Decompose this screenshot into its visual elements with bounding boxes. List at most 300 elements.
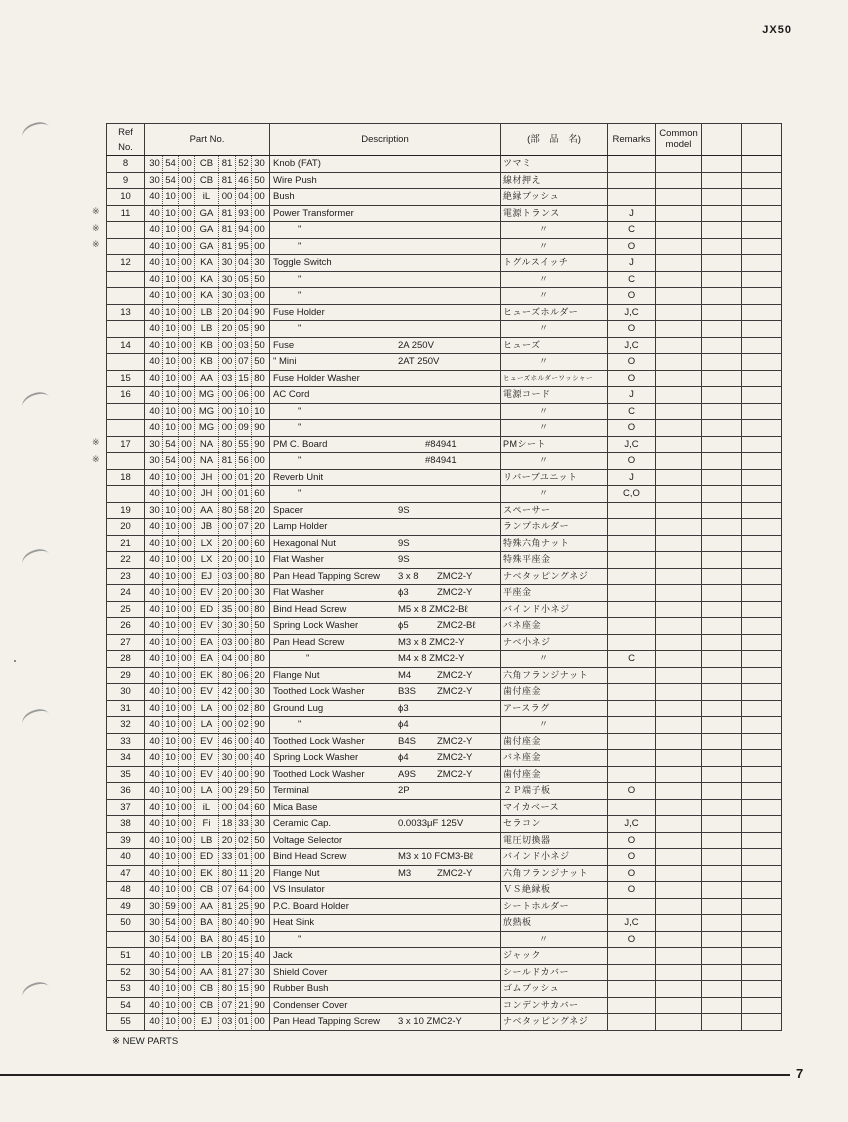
blank-cell	[702, 997, 742, 1014]
common-model-cell	[656, 717, 702, 734]
part-no-segment: 00	[179, 998, 195, 1013]
description-text: " Mini	[273, 356, 297, 367]
part-no-segment: LA	[195, 701, 219, 716]
part-no-segment: 40	[147, 998, 163, 1013]
common-model-cell	[656, 981, 702, 998]
description-text: Bind Head Screw	[273, 851, 347, 862]
part-no-segment: 10	[163, 239, 179, 254]
part-no-segment: 40	[147, 206, 163, 221]
blank-cell	[702, 618, 742, 635]
part-no-segment: 00	[236, 767, 252, 782]
common-model-cell	[656, 568, 702, 585]
remarks-cell	[608, 568, 656, 585]
spec-text: ϕ3	[398, 587, 409, 598]
spec-text: B4S	[398, 735, 416, 747]
common-model-cell	[656, 700, 702, 717]
description-cell	[270, 981, 501, 998]
remarks-cell: O	[608, 354, 656, 371]
part-no-segment: 81	[219, 965, 236, 980]
ref-no-cell	[107, 931, 145, 948]
part-no-segment: 10	[163, 305, 179, 320]
part-no-segment: 40	[147, 684, 163, 699]
part-no-cell	[145, 832, 270, 849]
part-no-segment: 00	[179, 486, 195, 501]
part-no-segment: CB	[195, 998, 219, 1013]
part-no-segment: 10	[163, 552, 179, 567]
part-no-segment: 50	[254, 174, 265, 186]
blank-cell	[702, 733, 742, 750]
ref-no-cell	[107, 420, 145, 437]
table-row	[107, 832, 782, 849]
part-no-segment: 02	[236, 717, 252, 732]
part-no-cell	[145, 172, 270, 189]
part-no-segment: 10	[163, 272, 179, 287]
spec-text: M3 x 8 ZMC2-Y	[398, 636, 465, 648]
part-no-segment: 20	[254, 471, 265, 483]
description-cell	[270, 766, 501, 783]
part-no-segment: 90	[254, 917, 265, 929]
blank-cell	[702, 321, 742, 338]
common-model-cell	[656, 684, 702, 701]
common-model-cell	[656, 403, 702, 420]
description-text: Spacer	[273, 504, 304, 516]
table-row	[107, 172, 782, 189]
part-no-cell	[145, 255, 270, 272]
part-no-segment: 80	[254, 702, 265, 714]
part-no-segment: 00	[254, 240, 265, 252]
part-no-segment: 30	[147, 156, 163, 171]
part-no-segment: 30	[147, 965, 163, 980]
part-no-segment: 00	[179, 321, 195, 336]
blank-cell	[742, 387, 782, 404]
part-no-segment: 40	[147, 767, 163, 782]
description-cell	[270, 733, 501, 750]
remarks-cell	[608, 502, 656, 519]
part-no-segment: 20	[219, 833, 236, 848]
part-no-segment: 00	[179, 173, 195, 188]
part-no-segment: GA	[195, 239, 219, 254]
blank-cell	[702, 700, 742, 717]
part-no-segment: 81	[219, 222, 236, 237]
table-row	[107, 370, 782, 387]
part-no-cell	[145, 420, 270, 437]
common-model-cell	[656, 519, 702, 536]
ref-no-cell: 21	[107, 535, 145, 552]
remarks-cell: J	[608, 205, 656, 222]
part-no-segment: 10	[163, 849, 179, 864]
table-row	[107, 684, 782, 701]
part-no-segment: 33	[236, 816, 252, 831]
common-model-cell	[656, 931, 702, 948]
common-model-cell	[656, 255, 702, 272]
spec-text: M4	[398, 669, 412, 681]
ref-no-cell	[107, 238, 145, 255]
part-no-segment: 40	[147, 734, 163, 749]
part-no-segment: 55	[236, 437, 252, 452]
punch-hole-mark	[20, 119, 52, 145]
blank-cell	[702, 172, 742, 189]
spec-text: 2A 250V	[398, 339, 434, 351]
header-ref-no: Ref No.	[107, 124, 145, 156]
part-no-segment: 00	[179, 354, 195, 369]
part-no-cell	[145, 321, 270, 338]
table-row	[107, 750, 782, 767]
part-no-segment: 80	[254, 636, 265, 648]
japanese-name-cell: 六角フランジナット	[501, 667, 608, 684]
remarks-cell	[608, 172, 656, 189]
description-text: Spring Lock Washer	[273, 620, 359, 631]
part-no-segment: 30	[219, 618, 236, 633]
part-no-segment: 50	[254, 273, 265, 285]
part-no-segment: 10	[163, 470, 179, 485]
remarks-cell: J,C	[608, 337, 656, 354]
part-no-segment: LB	[195, 833, 219, 848]
blank-cell	[742, 552, 782, 569]
remarks-cell	[608, 997, 656, 1014]
part-no-segment: 40	[147, 338, 163, 353]
finish-code-text: ZMC2-Y	[437, 768, 473, 780]
description-cell	[270, 585, 501, 602]
remarks-cell: J	[608, 469, 656, 486]
part-no-segment: 40	[254, 950, 265, 962]
spec-text: ϕ4	[398, 719, 409, 730]
description-cell	[270, 255, 501, 272]
description-cell	[270, 205, 501, 222]
blank-cell	[742, 700, 782, 717]
description-cell	[270, 420, 501, 437]
part-no-segment: 00	[219, 404, 236, 419]
remarks-cell: J,C	[608, 436, 656, 453]
blank-cell	[742, 585, 782, 602]
part-no-segment: 00	[179, 816, 195, 831]
part-no-segment: 04	[236, 255, 252, 270]
ref-no-cell: 15	[107, 370, 145, 387]
description-cell	[270, 634, 501, 651]
common-model-cell	[656, 964, 702, 981]
header-description: Description	[270, 124, 501, 156]
part-no-segment: 06	[236, 668, 252, 683]
part-no-cell	[145, 585, 270, 602]
common-model-cell	[656, 469, 702, 486]
part-no-segment: 90	[254, 422, 265, 434]
part-no-segment: 00	[179, 206, 195, 221]
blank-cell	[702, 865, 742, 882]
part-no-segment: 00	[179, 222, 195, 237]
description-text: Voltage Selector	[273, 834, 343, 846]
description-cell	[270, 222, 501, 239]
table-row	[107, 255, 782, 272]
blank-cell	[742, 948, 782, 965]
part-no-segment: 00	[179, 833, 195, 848]
japanese-name-cell: ２Ｐ端子板	[501, 783, 608, 800]
part-no-segment: 20	[219, 585, 236, 600]
part-no-segment: 29	[236, 783, 252, 798]
ref-no-cell	[107, 486, 145, 503]
ref-no-cell: 16	[107, 387, 145, 404]
part-no-segment: 00	[236, 569, 252, 584]
part-no-segment: 20	[254, 504, 265, 516]
part-no-segment: AA	[195, 899, 219, 914]
japanese-name-cell: ヒューズ	[501, 337, 608, 354]
part-no-segment: 04	[236, 800, 252, 815]
remarks-cell: O	[608, 453, 656, 470]
part-no-cell	[145, 684, 270, 701]
common-model-cell	[656, 172, 702, 189]
blank-cell	[702, 304, 742, 321]
description-cell	[270, 948, 501, 965]
table-row	[107, 799, 782, 816]
part-no-segment: 10	[163, 668, 179, 683]
part-no-segment: 00	[179, 338, 195, 353]
part-no-segment: 06	[236, 387, 252, 402]
table-row	[107, 271, 782, 288]
blank-cell	[702, 766, 742, 783]
part-no-segment: 80	[219, 668, 236, 683]
blank-cell	[742, 799, 782, 816]
table-row	[107, 898, 782, 915]
description-cell	[270, 354, 501, 371]
remarks-cell: C	[608, 651, 656, 668]
japanese-name-cell: ツマミ	[501, 156, 608, 173]
part-no-segment: EV	[195, 750, 219, 765]
part-no-cell	[145, 667, 270, 684]
table-row	[107, 453, 782, 470]
blank-cell	[702, 832, 742, 849]
part-no-segment: 50	[254, 785, 265, 797]
part-no-segment: 30	[254, 587, 265, 599]
blank-cell	[742, 403, 782, 420]
part-no-segment: JH	[195, 470, 219, 485]
remarks-cell	[608, 733, 656, 750]
part-no-segment: 00	[236, 684, 252, 699]
header-japanese-name: (部 品 名)	[501, 124, 608, 156]
blank-cell	[742, 1014, 782, 1031]
description-text: Ground Lug	[273, 702, 324, 714]
blank-cell	[702, 255, 742, 272]
blank-cell	[702, 816, 742, 833]
part-no-segment: 81	[219, 453, 236, 468]
part-no-segment: 10	[163, 206, 179, 221]
part-no-segment: 00	[254, 1016, 265, 1028]
blank-cell	[702, 403, 742, 420]
part-no-segment: 10	[163, 354, 179, 369]
blank-cell	[702, 667, 742, 684]
table-row	[107, 321, 782, 338]
part-no-segment: 54	[163, 932, 179, 947]
part-no-segment: 10	[236, 404, 252, 419]
description-text: P.C. Board Holder	[273, 900, 349, 912]
part-no-segment: 00	[179, 882, 195, 897]
spec-text: 2P	[398, 785, 410, 796]
part-no-cell	[145, 865, 270, 882]
part-no-cell	[145, 882, 270, 899]
part-no-segment: 07	[236, 519, 252, 534]
spec-text: 9S	[398, 504, 410, 516]
japanese-name-cell: 放熱板	[501, 915, 608, 932]
description-text: "	[298, 273, 302, 285]
blank-cell	[702, 205, 742, 222]
ref-no-cell: 51	[107, 948, 145, 965]
part-no-segment: NA	[195, 437, 219, 452]
table-row	[107, 948, 782, 965]
part-no-segment: 00	[219, 189, 236, 204]
part-no-segment: 40	[254, 752, 265, 764]
part-no-segment: KA	[195, 288, 219, 303]
description-text: VS Insulator	[273, 884, 325, 895]
description-cell	[270, 865, 501, 882]
part-no-segment: 10	[163, 866, 179, 881]
description-cell	[270, 337, 501, 354]
common-model-cell	[656, 618, 702, 635]
ref-no-cell: 30	[107, 684, 145, 701]
remarks-cell: O	[608, 238, 656, 255]
blank-cell	[742, 651, 782, 668]
part-no-segment: 00	[236, 536, 252, 551]
remarks-cell	[608, 585, 656, 602]
ref-no-cell	[107, 288, 145, 305]
part-no-segment: 40	[147, 668, 163, 683]
blank-cell	[702, 535, 742, 552]
blank-cell	[702, 684, 742, 701]
part-no-segment: 00	[254, 290, 265, 302]
remarks-cell	[608, 156, 656, 173]
table-row	[107, 552, 782, 569]
blank-cell	[702, 552, 742, 569]
spec-text: 3 x 10 ZMC2-Y	[398, 1016, 462, 1027]
japanese-name-cell: 歯付座金	[501, 766, 608, 783]
blank-cell	[742, 667, 782, 684]
part-no-segment: 00	[219, 354, 236, 369]
part-no-segment: 00	[179, 387, 195, 402]
part-no-segment: 00	[219, 519, 236, 534]
table-row	[107, 304, 782, 321]
table-header-row	[107, 124, 782, 156]
description-cell	[270, 997, 501, 1014]
part-no-segment: 00	[179, 569, 195, 584]
description-cell	[270, 717, 501, 734]
common-model-cell	[656, 816, 702, 833]
part-no-segment: 00	[179, 470, 195, 485]
part-no-segment: 00	[179, 255, 195, 270]
part-no-cell	[145, 288, 270, 305]
part-no-segment: 10	[163, 701, 179, 716]
part-no-segment: EA	[195, 635, 219, 650]
part-no-segment: 10	[163, 602, 179, 617]
description-text: Toothed Lock Washer	[273, 686, 365, 697]
part-no-segment: 40	[147, 585, 163, 600]
japanese-name-cell: 〃	[501, 717, 608, 734]
part-no-segment: ED	[195, 849, 219, 864]
blank-cell	[702, 502, 742, 519]
spec-text: #84941	[425, 438, 457, 450]
remarks-cell: O	[608, 931, 656, 948]
description-text: Rubber Bush	[273, 983, 329, 994]
blank-cell	[742, 255, 782, 272]
japanese-name-cell: バインド小ネジ	[501, 849, 608, 866]
part-no-segment: 80	[219, 915, 236, 930]
blank-cell	[702, 585, 742, 602]
spec-text: 2AT 250V	[398, 356, 440, 367]
part-no-segment: 58	[236, 503, 252, 518]
part-no-cell	[145, 915, 270, 932]
common-model-cell	[656, 502, 702, 519]
common-model-cell	[656, 354, 702, 371]
description-cell	[270, 535, 501, 552]
description-cell	[270, 486, 501, 503]
blank-cell	[702, 370, 742, 387]
description-text: Reverb Unit	[273, 471, 324, 483]
part-no-segment: LX	[195, 536, 219, 551]
remarks-cell: J,C	[608, 304, 656, 321]
part-no-segment: 30	[219, 272, 236, 287]
japanese-name-cell: ジャック	[501, 948, 608, 965]
description-cell	[270, 321, 501, 338]
description-cell	[270, 931, 501, 948]
part-no-segment: EJ	[195, 569, 219, 584]
description-cell	[270, 502, 501, 519]
part-no-segment: 00	[219, 338, 236, 353]
description-text: Condenser Cover	[273, 999, 348, 1011]
blank-cell	[702, 964, 742, 981]
blank-cell	[742, 601, 782, 618]
ref-no-cell: 28	[107, 651, 145, 668]
part-no-cell	[145, 783, 270, 800]
part-no-segment: 60	[254, 488, 265, 500]
common-model-cell	[656, 222, 702, 239]
blank-cell	[702, 799, 742, 816]
description-cell	[270, 783, 501, 800]
blank-cell	[702, 271, 742, 288]
remarks-cell	[608, 799, 656, 816]
part-no-segment: 15	[236, 948, 252, 963]
part-no-segment: 50	[254, 620, 265, 632]
part-no-segment: 10	[163, 371, 179, 386]
description-text: PM C. Board	[273, 438, 328, 450]
common-model-cell	[656, 453, 702, 470]
header-blank	[742, 124, 782, 156]
ref-no-cell: 48	[107, 882, 145, 899]
japanese-name-cell: 特殊六角ナット	[501, 535, 608, 552]
part-no-segment: 40	[147, 519, 163, 534]
table-row	[107, 981, 782, 998]
japanese-name-cell: バネ座金	[501, 618, 608, 635]
part-no-segment: 00	[236, 750, 252, 765]
part-no-segment: 59	[163, 899, 179, 914]
remarks-cell: J,C	[608, 915, 656, 932]
part-no-segment: 40	[147, 800, 163, 815]
description-text: "	[298, 240, 302, 252]
common-model-cell	[656, 370, 702, 387]
description-cell	[270, 469, 501, 486]
ref-no-cell: 54	[107, 997, 145, 1014]
blank-cell	[742, 964, 782, 981]
part-no-segment: 80	[254, 653, 265, 665]
header-blank	[702, 124, 742, 156]
japanese-name-cell: 歯付座金	[501, 733, 608, 750]
part-no-segment: 30	[254, 966, 265, 978]
japanese-name-cell: 電源トランス	[501, 205, 608, 222]
spec-text: ϕ3	[398, 702, 409, 714]
part-no-segment: 30	[147, 899, 163, 914]
common-model-cell	[656, 552, 702, 569]
part-no-segment: 40	[147, 239, 163, 254]
blank-cell	[702, 882, 742, 899]
blank-cell	[742, 684, 782, 701]
part-no-segment: 80	[219, 932, 236, 947]
table-row	[107, 849, 782, 866]
part-no-segment: 10	[163, 618, 179, 633]
part-no-cell	[145, 964, 270, 981]
